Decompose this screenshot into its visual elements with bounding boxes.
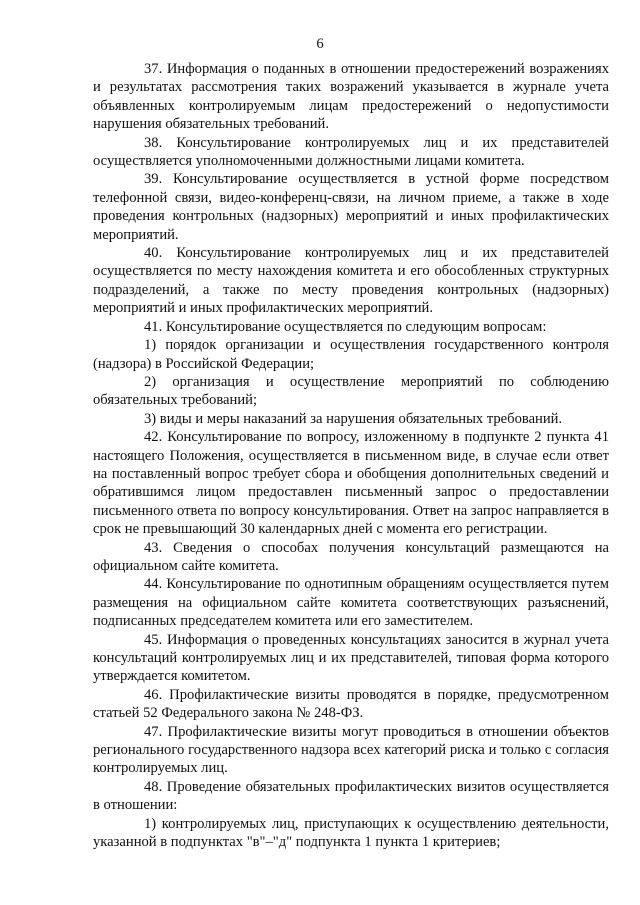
paragraph-45: 45. Информация о проведенных консультациях заносится в журнал учета консультаций контролируемых лиц и их представителей, типовая форма которого утверждается комитетом.	[93, 631, 609, 685]
paragraph-41-item-2: 2) организация и осуществление мероприятий по соблюдению обязательных требований;	[93, 373, 609, 409]
paragraph-47: 47. Профилактические визиты могут проводиться в отношении объектов регионального государственного надзора всех категорий риска и только с согласия контролируемых лиц.	[93, 723, 609, 777]
document-body	[93, 60, 609, 851]
paragraph-48: 48. Проведение обязательных профилактических визитов осуществляется в отношении:	[93, 778, 609, 814]
paragraph-46: 46. Профилактические визиты проводятся в порядке, предусмотренном статьей 52 Федерального закона № 248-ФЗ.	[93, 686, 609, 722]
paragraph-40: 40. Консультирование контролируемых лиц и их представителей осуществляется по месту нахождения комитета и его обособленных структурных подразделений, а также по месту проведения контрольных (надзорных) мероприятий и иных профилактических мероприятий.	[93, 245, 609, 317]
paragraph-39: 39. Консультирование осуществляется в устной форме посредством телефонной связи, видео-конференц-связи, на личном приеме, а также в ходе проведения контрольных (надзорных) мероприятий и иных профилактических мероприятий.	[93, 171, 609, 243]
paragraph-44: 44. Консультирование по однотипным обращениям осуществляется путем размещения на официальном сайте комитета соответствующих разъяснений, подписанных председателем комитета или его заместителем.	[93, 576, 609, 630]
paragraph-41: 41. Консультирование осуществляется по следующим вопросам:	[144, 318, 547, 335]
paragraph-41-item-3: 3) виды и меры наказаний за нарушения обязательных требований.	[144, 410, 563, 427]
paragraph-38: 38. Консультирование контролируемых лиц и их представителей осуществляется уполномоченными должностными лицами комитета.	[93, 134, 609, 170]
page-number: 6	[316, 36, 324, 52]
paragraph-42: 42. Консультирование по вопросу, изложенному в подпункте 2 пункта 41 настоящего Положения, осуществляется в письменном виде, в случае если ответ на поставленный вопрос требует сбора и обобщения дополнительных сведений и обратившимся лицом предоставлен письменный запрос о предоставлении письменного ответа по вопросу консультирования. Ответ на запрос направляется в срок не превышающий 30 календарных дней с момента его регистрации.	[93, 429, 609, 538]
paragraph-41-item-1: 1) порядок организации и осуществления государственного контроля (надзора) в Российской Федерации;	[93, 337, 609, 372]
paragraph-43: 43. Сведения о способах получения консультаций размещаются на официальном сайте комитета.	[93, 539, 609, 574]
paragraph-48-item-1: 1) контролируемых лиц, приступающих к осуществлению деятельности, указанной в подпунктах "в"–"д" подпункта 1 пункта 1 критериев;	[93, 815, 609, 851]
paragraph-37: 37. Информация о поданных в отношении предостережений возражениях и результатах рассмотрения таких возражений указывается в журнале учета объявленных контролируемым лицам предостережений о недопустимости нарушения обязательных требований.	[93, 61, 609, 133]
